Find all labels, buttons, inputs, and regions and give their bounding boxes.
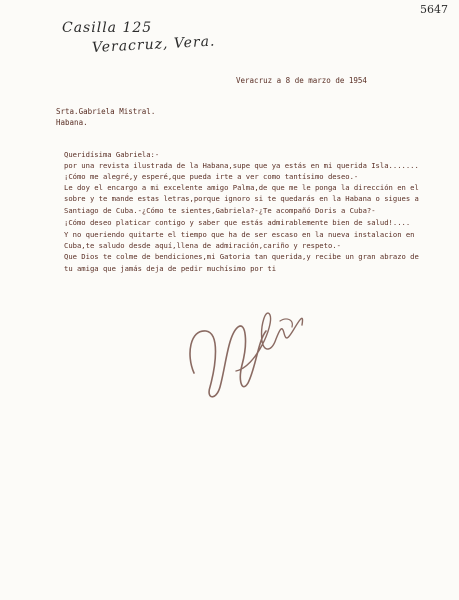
body-line: sobre y te mande estas letras,porque ignoro si te quedarás en la Habana o sigues a <box>64 194 419 203</box>
body-line: Que Dios te colme de bendiciones,mi Gatoria tan querida,y recibe un gran abrazo de <box>64 252 419 261</box>
body-line: Cuba,te saludo desde aquí,llena de admiración,cariño y respeto.- <box>64 241 341 250</box>
closing-line: tu amiga que jamás deja de pedir muchísimo por ti <box>64 264 277 273</box>
recipient-name: Srta.Gabriela Mistral. <box>56 107 156 116</box>
handwritten-signature <box>176 295 316 405</box>
body-line: ¡Cómo me alegré,y esperé,que pueda irte a ver como tantísimo deseo.- <box>64 172 359 181</box>
body-line: Le doy el encargo a mi excelente amigo Palma,de que me le ponga la dirección en el <box>64 183 419 192</box>
body-line: por una revista ilustrada de la Habana,supe que ya estás en mi querida Isla....... <box>64 161 419 170</box>
body-line: ¡Cómo deseo platicar contigo y saber que estás admirablemente bien de salud!.... <box>64 218 411 227</box>
date-line: Veracruz a 8 de marzo de 1954 <box>236 76 367 85</box>
recipient-city: Habana. <box>56 118 88 127</box>
handwritten-address-line-2: Veracruz, Vera. <box>91 33 216 56</box>
reference-number: 5647 <box>420 3 448 16</box>
handwritten-address-line-1: Casilla 125 <box>62 20 153 36</box>
salutation: Queridísima Gabriela:- <box>64 150 160 159</box>
body-line: Santiago de Cuba.-¿Cómo te sientes,Gabriela?-¿Te acompañó Doris a Cuba?- <box>64 206 376 215</box>
body-line: Y no queriendo quitarte el tiempo que ha de ser escaso en la nueva instalacion en <box>64 230 415 239</box>
